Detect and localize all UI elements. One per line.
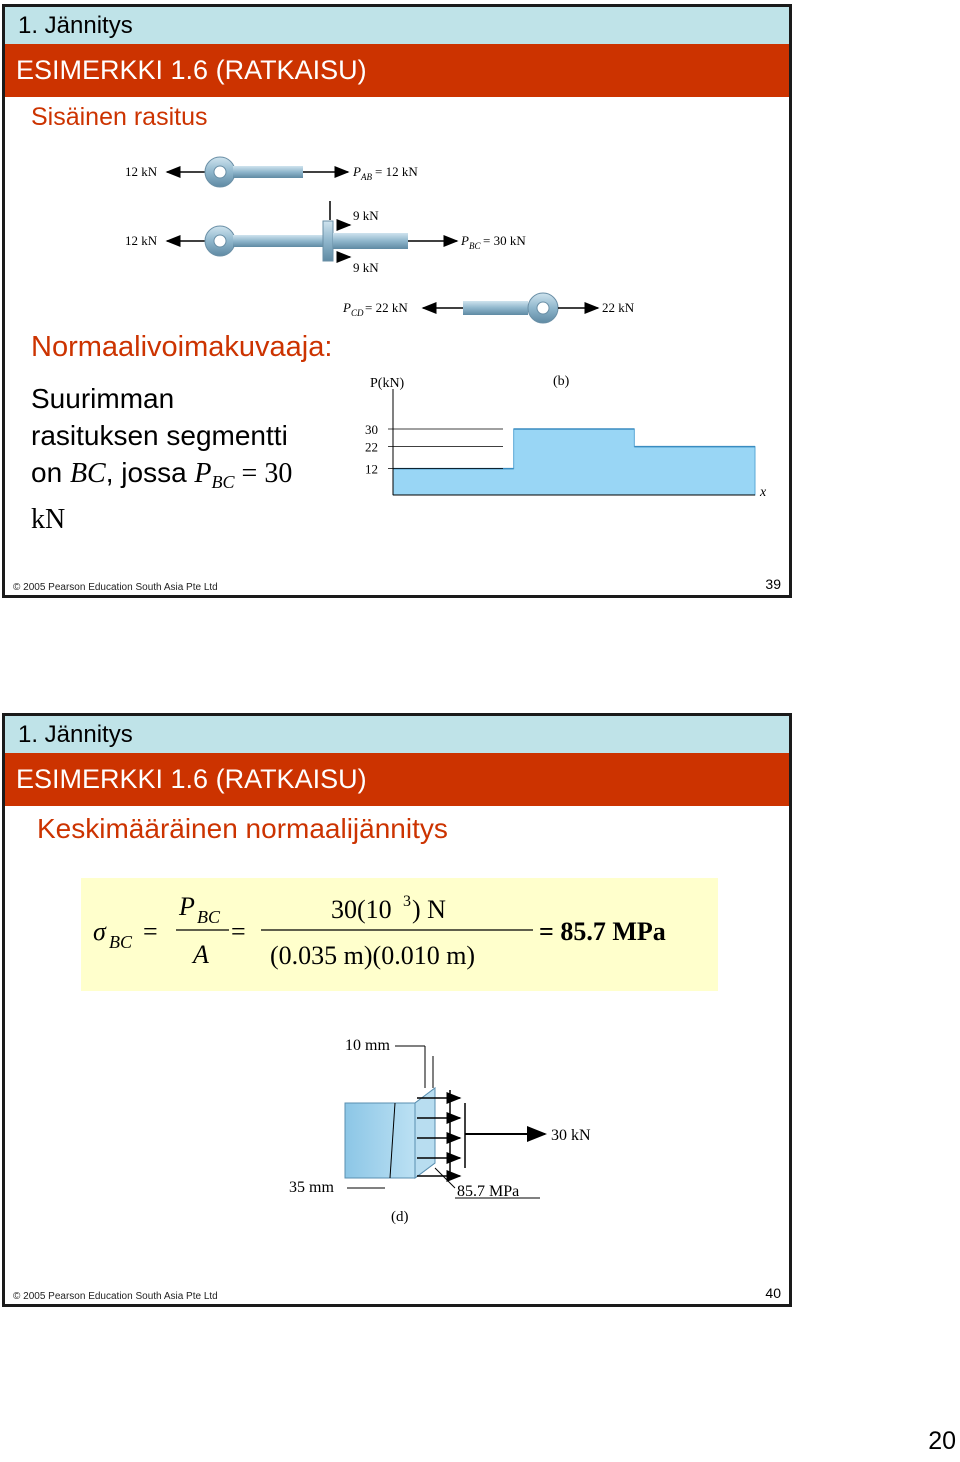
svg-text:BC: BC bbox=[197, 907, 221, 927]
force-label: = 22 kN bbox=[365, 300, 408, 315]
example-title: ESIMERKKI 1.6 (RATKAISU) bbox=[5, 44, 789, 97]
section-subtitle: Keskimääräinen normaalijännitys bbox=[37, 813, 448, 844]
force-label: P bbox=[461, 233, 469, 248]
svg-text:BC: BC bbox=[109, 932, 133, 952]
svg-text:3: 3 bbox=[403, 893, 411, 910]
svg-text:) N: ) N bbox=[412, 895, 446, 924]
thickness-dimension: 10 mm bbox=[345, 1037, 390, 1054]
force-symbol: P bbox=[194, 458, 212, 489]
force-subscript: BC bbox=[211, 472, 235, 492]
force-label: P bbox=[343, 300, 351, 315]
stress-distribution-figure bbox=[275, 1028, 635, 1228]
rod-cd bbox=[463, 301, 528, 315]
page-number: 20 bbox=[928, 1427, 956, 1455]
svg-text:=: = bbox=[143, 917, 158, 946]
y-tick-label: 22 bbox=[365, 439, 378, 455]
text-line: kN bbox=[31, 504, 66, 535]
chapter-title: 1. Jännitys bbox=[5, 716, 789, 753]
y-tick-label: 30 bbox=[365, 422, 378, 437]
svg-text:P: P bbox=[179, 892, 195, 921]
svg-text:=: = bbox=[231, 917, 246, 946]
force-label: P bbox=[353, 164, 361, 179]
y-axis-label: P(kN) bbox=[370, 376, 405, 391]
x-axis-label: x bbox=[760, 485, 767, 500]
panel-label: (d) bbox=[391, 1209, 409, 1225]
force-label: AB bbox=[361, 172, 372, 182]
panel-label: (b) bbox=[553, 374, 570, 389]
width-dimension: 35 mm bbox=[289, 1179, 334, 1196]
example-title: ESIMERKKI 1.6 (RATKAISU) bbox=[5, 753, 789, 806]
conclusion-text bbox=[31, 380, 292, 538]
rod-bc bbox=[233, 235, 323, 247]
force-label: 12 kN bbox=[125, 233, 158, 248]
copyright: © 2005 Pearson Education South Asia Pte Ltd bbox=[13, 1291, 218, 1302]
svg-text:= 85.7 MPa: = 85.7 MPa bbox=[539, 917, 666, 946]
stress-formula bbox=[81, 878, 718, 991]
force-area bbox=[393, 429, 755, 495]
normal-force-diagram bbox=[355, 367, 775, 507]
slide-40 bbox=[2, 713, 792, 1307]
copyright: © 2005 Pearson Education South Asia Pte Ltd bbox=[13, 582, 218, 593]
segment-name: BC bbox=[69, 458, 106, 489]
force-label: CD bbox=[351, 308, 364, 318]
chapter-title: 1. Jännitys bbox=[5, 7, 789, 44]
section-subtitle: Sisäinen rasitus bbox=[31, 103, 208, 131]
text-jossa: , jossa bbox=[105, 457, 195, 488]
force-value: = 30 bbox=[234, 458, 293, 489]
force-label: 12 kN bbox=[125, 164, 158, 179]
rod-ab bbox=[233, 166, 303, 178]
force-label: BC bbox=[469, 241, 481, 251]
svg-text:(0.035 m)(0.010 m): (0.035 m)(0.010 m) bbox=[270, 941, 476, 970]
force-label: 9 kN bbox=[353, 208, 379, 223]
text-line bbox=[31, 454, 292, 501]
copyright-text: 2005 Pearson Education South Asia Pte Ltd bbox=[23, 1291, 218, 1302]
slide-number: 40 bbox=[765, 1285, 781, 1301]
force-label: = 12 kN bbox=[375, 164, 418, 179]
formula-box bbox=[81, 878, 718, 991]
svg-text:30(10: 30(10 bbox=[331, 895, 392, 924]
force-label: 30 kN bbox=[551, 1127, 591, 1144]
svg-text:A: A bbox=[193, 940, 209, 969]
diagram-heading: Normaalivoimakuvaaja: bbox=[31, 331, 333, 363]
text-line: rasituksen segmentti bbox=[31, 420, 288, 451]
force-label: = 30 kN bbox=[483, 233, 526, 248]
slide-number: 39 bbox=[765, 576, 781, 592]
text-on: on bbox=[31, 457, 70, 488]
slide-39 bbox=[2, 4, 792, 598]
stress-label: 85.7 MPa bbox=[457, 1183, 520, 1200]
flange-b bbox=[323, 221, 333, 261]
copyright-text: 2005 Pearson Education South Asia Pte Ltd bbox=[23, 582, 218, 593]
force-label: 22 kN bbox=[602, 300, 635, 315]
text-line: Suurimman bbox=[31, 383, 175, 414]
free-body-diagrams bbox=[105, 145, 665, 325]
y-tick-label: 12 bbox=[365, 461, 378, 477]
force-label: 9 kN bbox=[353, 260, 379, 275]
svg-text:σ: σ bbox=[93, 917, 106, 946]
